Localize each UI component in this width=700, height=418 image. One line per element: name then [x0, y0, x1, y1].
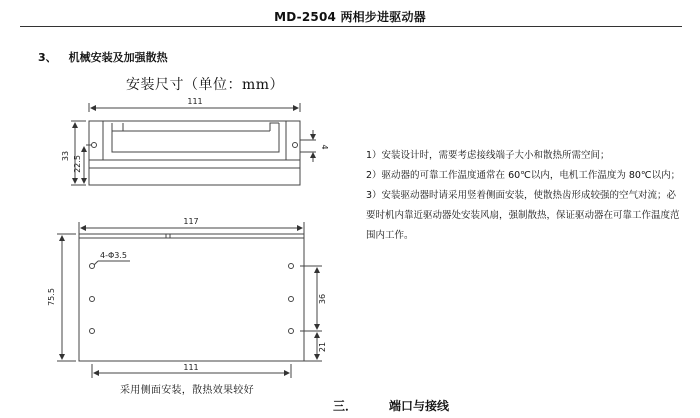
mounting-hole	[90, 329, 95, 334]
mounting-hole	[289, 264, 294, 269]
footer-section	[333, 397, 449, 414]
mounting-hole	[289, 329, 294, 334]
install-notes	[366, 146, 686, 246]
note-line: 2）驱动器的可靠工作温度通常在 60℃以内，电机工作温度为 80℃以内；	[366, 170, 681, 181]
bottom-offset-label: 21	[318, 341, 327, 353]
mounting-hole	[90, 297, 95, 302]
top-inner-label: 22.5	[73, 155, 82, 173]
hole-spacing-label: 36	[318, 293, 327, 305]
base-width-label: 111	[183, 363, 199, 372]
header-title: MD-2504 两相步进驱动器	[274, 10, 426, 24]
mounting-hole	[289, 297, 294, 302]
front-width-label: 117	[183, 217, 199, 226]
section-number: 3、	[38, 51, 57, 64]
top-width-label: 111	[187, 97, 203, 106]
note-line: 要时机内靠近驱动器处安装风扇，强制散热，保证驱动器在可靠工作温度范	[366, 210, 680, 221]
footer-title: 端口与接线	[389, 399, 450, 413]
mounting-holes	[90, 264, 294, 334]
note-line: 围内工作。	[366, 230, 414, 241]
hole-label: 4-Φ3.5	[100, 251, 127, 260]
note-line: 3）安装驱动器时请采用竖着侧面安装，使散热齿形成较强的空气对流；必	[366, 190, 677, 201]
front-height-label: 75.5	[47, 288, 56, 306]
top-height-label: 33	[61, 150, 70, 162]
mounting-hole	[90, 264, 95, 269]
front-view	[57, 222, 322, 378]
top-side-label: 4	[320, 144, 329, 150]
section-title: 机械安装及加强散热	[68, 51, 168, 64]
drawing-title: 安装尺寸（单位：mm）	[126, 77, 285, 93]
drawing-caption: 采用侧面安装，散热效果较好	[120, 385, 254, 396]
footer-number: 三．	[333, 399, 358, 413]
top-view	[71, 103, 316, 185]
note-line: 1）安装设计时，需要考虑接线端子大小和散热所需空间；	[366, 150, 610, 161]
